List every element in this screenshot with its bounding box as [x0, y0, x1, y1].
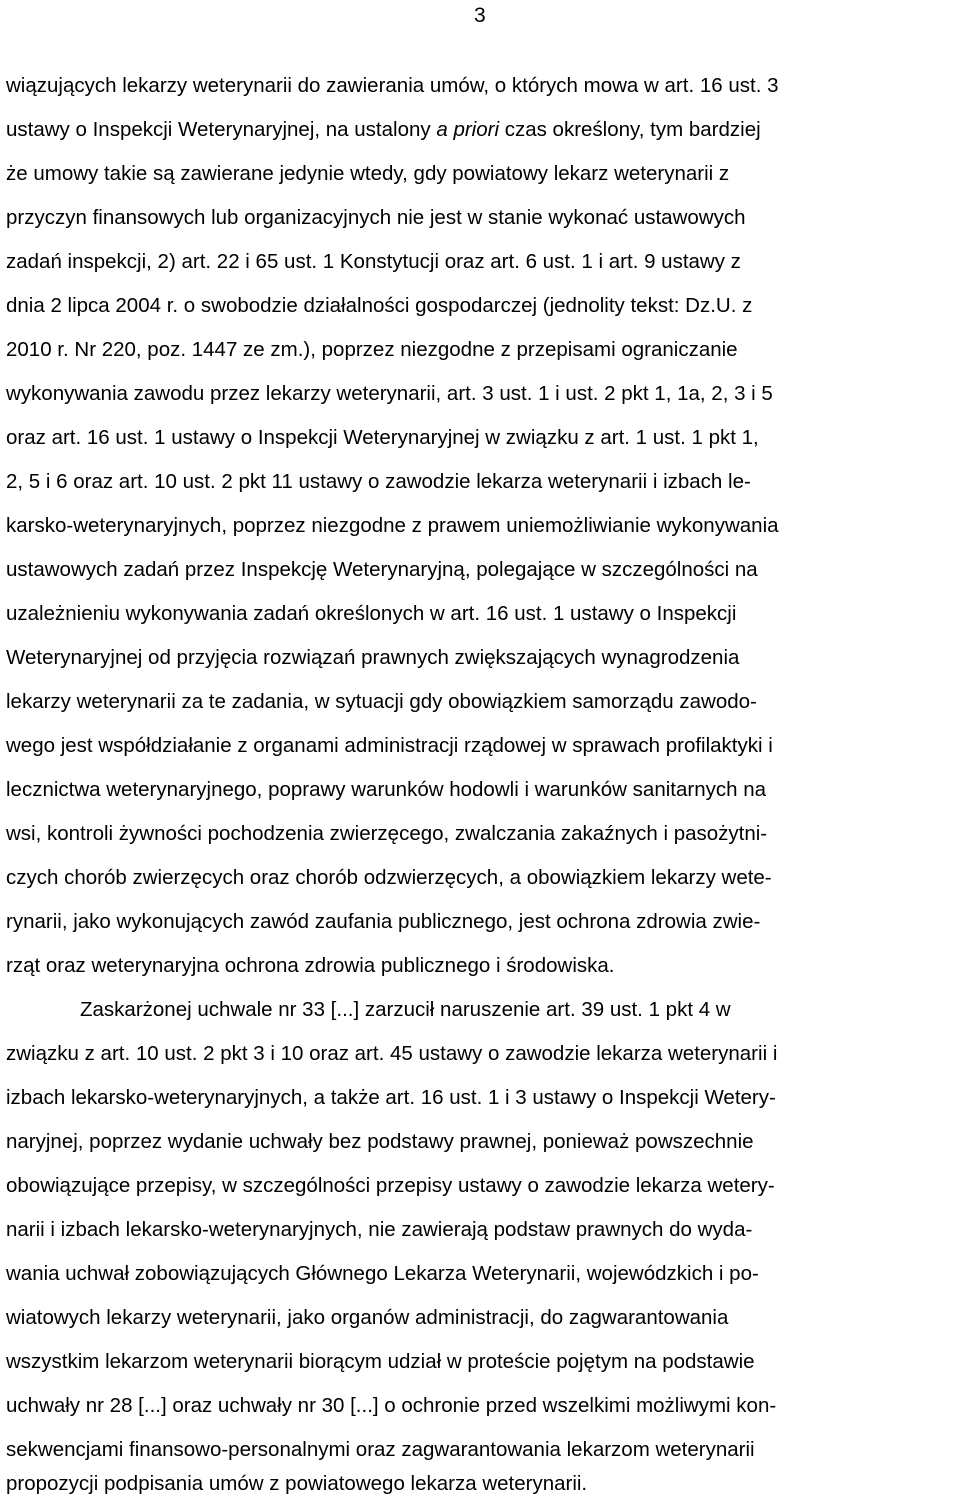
text-line: obowiązujące przepisy, w szczególności przepisy ustawy o zawodzie lekarza wetery- — [6, 1174, 775, 1197]
text-line: izbach lekarsko-weterynaryjnych, a także art. 16 ust. 1 i 3 ustawy o Inspekcji Wetery- — [6, 1086, 776, 1109]
paragraph-start-line: Zaskarżonej uchwale nr 33 [...] zarzucił naruszenie art. 39 ust. 1 pkt 4 w — [80, 998, 731, 1021]
text-line: wszystkim lekarzom weterynarii biorącym udział w proteście pojętym na podstawie — [6, 1350, 755, 1373]
italic-phrase: a priori — [436, 118, 500, 141]
text-line: 2010 r. Nr 220, poz. 1447 ze zm.), poprzez niezgodne z przepisami ograniczanie — [6, 338, 738, 361]
text-line: dnia 2 lipca 2004 r. o swobodzie działalności gospodarczej (jednolity tekst: Dz.U. z — [6, 294, 753, 317]
text-line: wykonywania zawodu przez lekarzy weterynarii, art. 3 ust. 1 i ust. 2 pkt 1, 1a, 2, 3 i 5 — [6, 382, 773, 405]
text-line: wsi, kontroli żywności pochodzenia zwierzęcego, zwalczania zakaźnych i pasożytni- — [6, 822, 768, 845]
text-line: narii i izbach lekarsko-weterynaryjnych, nie zawierają podstaw prawnych do wyda- — [6, 1218, 753, 1241]
text-line: wego jest współdziałanie z organami administracji rządowej w sprawach profilaktyki i — [6, 734, 773, 757]
text-line: uchwały nr 28 [...] oraz uchwały nr 30 [...] o ochronie przed wszelkimi możliwymi kon- — [6, 1394, 777, 1417]
text-line: ustawy o Inspekcji Weterynaryjnej, na ustalony a priori czas określony, tym bardziej — [6, 118, 761, 141]
text-line: wania uchwał zobowiązujących Głównego Lekarza Weterynarii, wojewódzkich i po- — [6, 1262, 759, 1285]
text-line: Weterynaryjnej od przyjęcia rozwiązań prawnych zwiększających wynagrodzenia — [6, 646, 740, 669]
text-line: oraz art. 16 ust. 1 ustawy o Inspekcji Weterynaryjnej w związku z art. 1 ust. 1 pkt 1, — [6, 426, 759, 449]
text-line: naryjnej, poprzez wydanie uchwały bez podstawy prawnej, ponieważ powszechnie — [6, 1130, 754, 1153]
text-line: czych chorób zwierzęcych oraz chorób odzwierzęcych, a obowiązkiem lekarzy wete- — [6, 866, 772, 889]
text-line: zadań inspekcji, 2) art. 22 i 65 ust. 1 Konstytucji oraz art. 6 ust. 1 i art. 9 ustawy z — [6, 250, 741, 273]
page-number: 3 — [474, 4, 486, 27]
text-line: rynarii, jako wykonujących zawód zaufania publicznego, jest ochrona zdrowia zwie- — [6, 910, 761, 933]
text-line: 2, 5 i 6 oraz art. 10 ust. 2 pkt 11 ustawy o zawodzie lekarza weterynarii i izbach le- — [6, 470, 751, 493]
text-line: lekarzy weterynarii za te zadania, w sytuacji gdy obowiązkiem samorządu zawodo- — [6, 690, 757, 713]
text-line: ustawowych zadań przez Inspekcję Weterynaryjną, polegające w szczególności na — [6, 558, 758, 581]
text-line: uzależnieniu wykonywania zadań określonych w art. 16 ust. 1 ustawy o Inspekcji — [6, 602, 737, 625]
text-line: związku z art. 10 ust. 2 pkt 3 i 10 oraz art. 45 ustawy o zawodzie lekarza weterynarii i — [6, 1042, 778, 1065]
text-line: że umowy takie są zawierane jedynie wtedy, gdy powiatowy lekarz weterynarii z — [6, 162, 730, 185]
text-line: przyczyn finansowych lub organizacyjnych nie jest w stanie wykonać ustawowych — [6, 206, 746, 229]
text-line: wiązujących lekarzy weterynarii do zawierania umów, o których mowa w art. 16 ust. 3 — [6, 74, 779, 97]
text-line: lecznictwa weterynaryjnego, poprawy warunków hodowli i warunków sanitarnych na — [6, 778, 767, 801]
text-line: karsko-weterynaryjnych, poprzez niezgodne z prawem uniemożliwianie wykonywania — [6, 514, 779, 537]
text-line: wiatowych lekarzy weterynarii, jako organów administracji, do zagwarantowania — [6, 1306, 729, 1329]
text-line: rząt oraz weterynaryjna ochrona zdrowia publicznego i środowiska. — [6, 954, 615, 977]
text-line: sekwencjami finansowo-personalnymi oraz zagwarantowania lekarzom weterynarii — [6, 1438, 755, 1461]
text-line: propozycji podpisania umów z powiatowego lekarza weterynarii. — [6, 1472, 588, 1495]
